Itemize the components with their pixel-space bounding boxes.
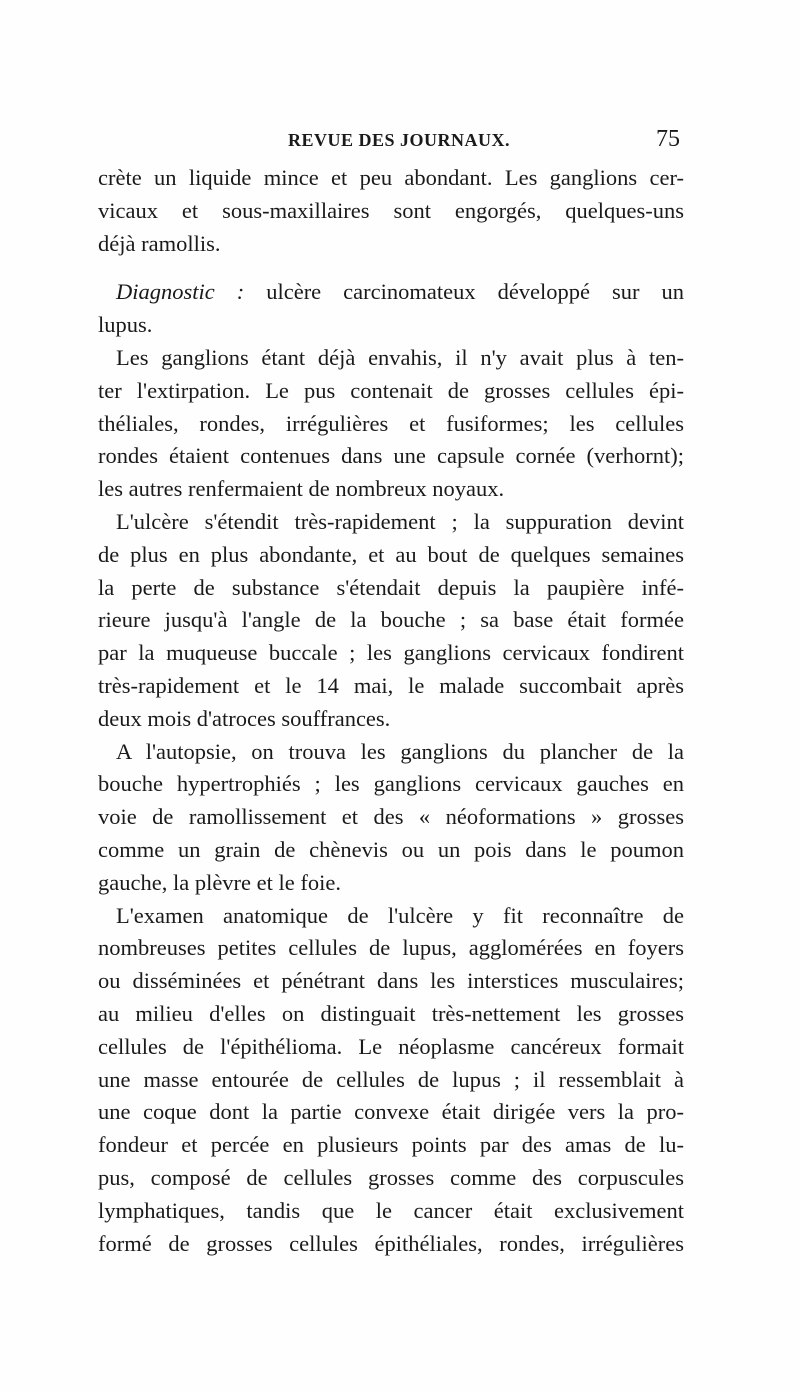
- text-line: A l'autopsie, on trouva les ganglions du plancher de la: [116, 738, 684, 764]
- text-line: formé de grosses cellules épithéliales, rondes, irrégulières: [98, 1230, 684, 1256]
- text-line: cellules de l'épithélioma. Le néoplasme cancéreux formait: [98, 1033, 684, 1059]
- text-line: lymphatiques, tandis que le cancer était exclusivement: [98, 1197, 684, 1223]
- text-line: Les ganglions étant déjà envahis, il n'y avait plus à ten-: [116, 344, 684, 370]
- text-line: une masse entourée de cellules de lupus ; il ressemblait à: [98, 1066, 684, 1092]
- diagnostic-line: [98, 276, 684, 309]
- diagnostic-text: ulcère carcinomateux développé sur un: [266, 279, 684, 305]
- text-line: ter l'extirpation. Le pus contenait de grosses cellules épi-: [98, 377, 684, 403]
- text-line: théliales, rondes, irrégulières et fusiformes; les cellules: [98, 410, 684, 436]
- text-line: comme un grain de chènevis ou un pois dans le poumon: [98, 836, 684, 862]
- running-title: REVUE DES JOURNAUX.: [288, 130, 511, 150]
- text-line: très-rapidement et le 14 mai, le malade succombait après: [98, 672, 684, 698]
- text-line: deux mois d'atroces souffrances.: [98, 705, 391, 731]
- page-number: 75: [656, 126, 680, 152]
- text-line: lupus.: [98, 312, 153, 338]
- text-line: bouche hypertrophiés ; les ganglions cervicaux gauches en: [98, 771, 684, 797]
- text-line: rieure jusqu'à l'angle de la bouche ; sa base était formée: [98, 607, 684, 633]
- text-line: crète un liquide mince et peu abondant. Les ganglions cer-: [98, 165, 684, 190]
- text-line: au milieu d'elles on distinguait très-nettement les grosses: [98, 1000, 684, 1026]
- text-line: une coque dont la partie convexe était dirigée vers la pro-: [98, 1099, 684, 1125]
- diagnostic-label: Diagnostic :: [116, 279, 245, 305]
- running-head: [98, 128, 680, 158]
- text-line: de plus en plus abondante, et au bout de quelques semaines: [98, 541, 684, 567]
- text-line: ou disséminées et pénétrant dans les interstices musculaires;: [98, 968, 684, 994]
- body-text: [98, 162, 684, 1260]
- text-line: vicaux et sous-maxillaires sont engorgés, quelques-uns: [98, 197, 684, 223]
- text-line: nombreuses petites cellules de lupus, agglomérées en foyers: [98, 935, 684, 961]
- text-line: rondes étaient contenues dans une capsule cornée (verhornt);: [98, 443, 684, 469]
- text-line: L'examen anatomique de l'ulcère y fit reconnaître de: [116, 902, 684, 928]
- text-line: les autres renfermaient de nombreux noyaux.: [98, 476, 505, 502]
- text-line: voie de ramollissement et des « néoformations » grosses: [98, 804, 684, 830]
- text-line: par la muqueuse buccale ; les ganglions cervicaux fondirent: [98, 640, 684, 666]
- text-line: gauche, la plèvre et le foie.: [98, 869, 341, 895]
- text-line: fondeur et percée en plusieurs points par des amas de lu-: [98, 1132, 684, 1158]
- text-line: la perte de substance s'étendait depuis la paupière infé-: [98, 574, 684, 600]
- paragraph-gap: [98, 260, 684, 276]
- text-line: pus, composé de cellules grosses comme des corpuscules: [98, 1164, 684, 1190]
- text-line: L'ulcère s'étendit très-rapidement ; la suppuration devint: [116, 508, 684, 534]
- text-line: déjà ramollis.: [98, 230, 221, 256]
